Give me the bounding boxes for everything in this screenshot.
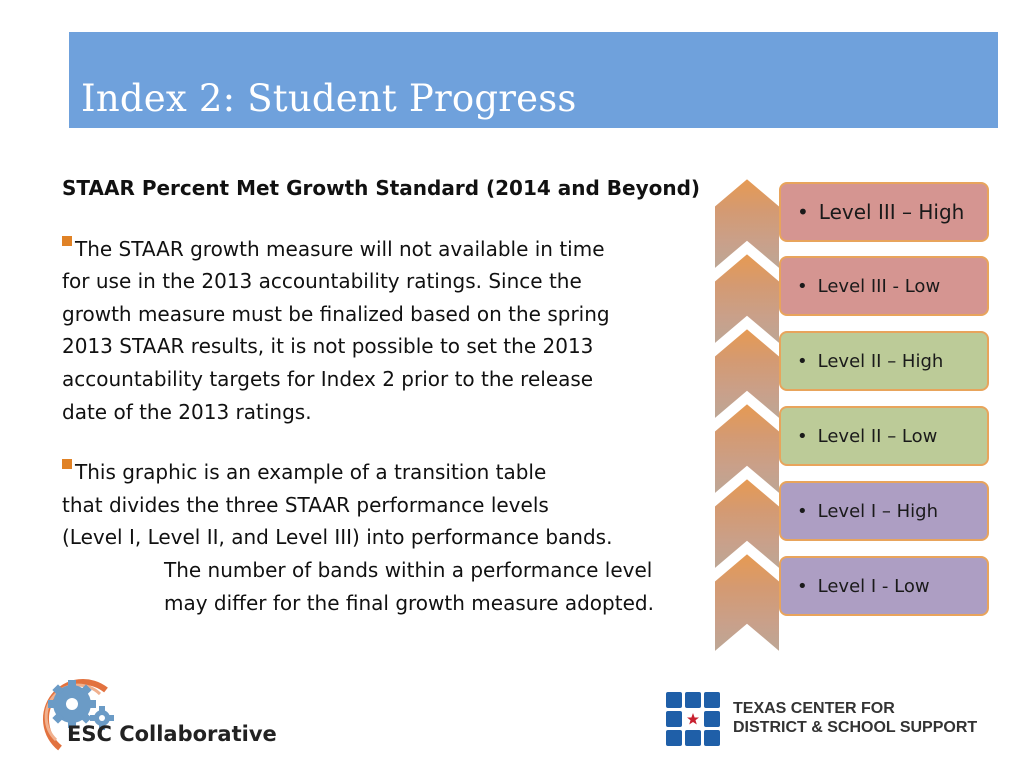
level-label: Level I – High: [817, 500, 938, 522]
paragraph-2-line: that divides the three STAAR performance levels: [62, 492, 549, 517]
paragraph-1-line: for use in the 2013 accountability ratings. Since the: [62, 269, 582, 294]
slide-title: Index 2: Student Progress: [81, 77, 577, 120]
chevron-6: [714, 553, 780, 653]
tcdss-name-line-2: DISTRICT & SCHOOL SUPPORT: [733, 719, 978, 736]
level-box-3: [779, 331, 989, 391]
level-bullet: •: [797, 350, 808, 372]
tcdss-logo-icon: [666, 692, 726, 752]
level-bullet: •: [797, 275, 808, 297]
level-box-5: [779, 481, 989, 541]
level-bullet: •: [797, 425, 808, 447]
level-box-4: [779, 406, 989, 466]
paragraph-2-line: may differ for the final growth measure adopted.: [164, 590, 654, 615]
level-label: Level III - Low: [817, 275, 941, 297]
level-label: Level II – Low: [817, 425, 938, 447]
level-box-2: [779, 256, 989, 316]
level-label: Level I - Low: [817, 575, 930, 597]
paragraph-2-line: (Level I, Level II, and Level III) into performance bands.: [62, 525, 613, 550]
orange-bullet-icon: [62, 459, 72, 469]
paragraph-1-line: growth measure must be finalized based on the spring: [62, 301, 610, 326]
paragraph-1-line: accountability targets for Index 2 prior to the release: [62, 366, 594, 391]
level-box-6: [779, 556, 989, 616]
slide-heading: STAAR Percent Met Growth Standard (2014 and Beyond): [62, 176, 701, 200]
level-label: Level III – High: [818, 200, 965, 224]
paragraph-1: [62, 233, 712, 429]
paragraph-2: [62, 456, 712, 619]
level-bullet: •: [797, 200, 809, 224]
paragraph-2-line: The number of bands within a performance level: [164, 557, 653, 582]
esc-collaborative-name: ESC Collaborative: [67, 722, 277, 746]
level-box-1: [779, 182, 989, 242]
title-bar: [69, 32, 998, 128]
paragraph-1-line: date of the 2013 ratings.: [62, 399, 312, 424]
tcdss-name-line-1: TEXAS CENTER FOR: [733, 700, 895, 717]
paragraph-2-line: This graphic is an example of a transition table: [62, 456, 712, 489]
level-bullet: •: [797, 575, 808, 597]
orange-bullet-icon: [62, 236, 72, 246]
level-label: Level II – High: [817, 350, 944, 372]
level-bullet: •: [797, 500, 808, 522]
chevron-column: [714, 178, 784, 654]
paragraph-1-line: The STAAR growth measure will not available in time: [62, 233, 712, 266]
slide-body: [62, 172, 712, 619]
paragraph-1-line: 2013 STAAR results, it is not possible to set the 2013: [62, 334, 594, 359]
